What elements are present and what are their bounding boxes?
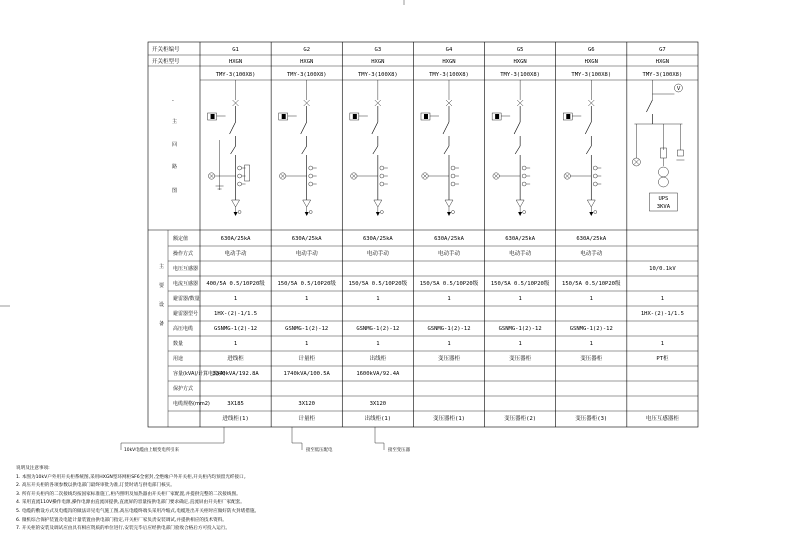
svg-text:备: 备 xyxy=(159,321,165,327)
row-label: 高压电缆 xyxy=(173,326,194,332)
current-transformer: 150/5A 0.5/10P20级 xyxy=(490,281,550,287)
feeder-schematic xyxy=(208,80,246,216)
cabinet-name: 变压器柜(2) xyxy=(504,416,537,422)
svg-text:路: 路 xyxy=(172,164,178,170)
current-transformer: 150/5A 0.5/10P20级 xyxy=(562,281,621,287)
cable-type: GSNMG-1(2)-12 xyxy=(285,326,329,332)
cabinet-type: HXGN xyxy=(228,59,243,65)
busbar-spec: TMY-3(100X8) xyxy=(429,72,469,78)
pt-ratio: 10/0.1kV xyxy=(649,266,676,272)
arrester-count: 1 xyxy=(233,296,238,302)
row-label: 电流互感器 xyxy=(173,281,199,287)
operation-mode: 电动手动 xyxy=(580,251,603,257)
footnote-transformer: 接至变压器 xyxy=(388,448,410,453)
purpose: PT柜 xyxy=(656,356,669,362)
load-current: 1600kVA/92.4A xyxy=(356,371,400,377)
purpose: 变压器柜 xyxy=(580,356,603,362)
svg-text:要: 要 xyxy=(159,283,165,289)
header-label-cabinet-no: 开关柜编号 xyxy=(152,47,180,53)
cable-type: GSNMG-1(2)-12 xyxy=(427,326,471,332)
note-line: 1. 本图为10kV户外用开关柜系统图,采用HXGN型环网柜SF6全密封,全绝缘户外开关柜,开关柜内均预留光纤接口。 xyxy=(16,474,249,480)
cable-size: 3X185 xyxy=(227,401,244,407)
busbar-spec: TMY-3(100X8) xyxy=(500,72,541,78)
quantity: 1 xyxy=(233,341,238,347)
cabinet-id: G2 xyxy=(303,47,311,53)
purpose: 进线柜 xyxy=(227,356,244,362)
operation-mode: 电动手动 xyxy=(509,251,532,257)
parameter-label xyxy=(159,263,164,327)
cabinet-name: 进线柜(1) xyxy=(222,416,249,422)
note-line: 2. 高压开关柜的各项参数以供电部门最终审批为准,订货时请与供电部门核实。 xyxy=(16,483,175,489)
purpose: 变压器柜 xyxy=(437,356,460,362)
operation-mode: 电动手动 xyxy=(437,251,460,257)
table-frame xyxy=(148,42,698,427)
cabinet-name: 变压器柜(1) xyxy=(433,416,465,422)
row-label: 操作方式 xyxy=(173,251,194,257)
table-cells xyxy=(206,47,684,422)
ups-value: 3KVA xyxy=(656,204,671,210)
cabinet-id: G6 xyxy=(587,47,595,53)
load-current: 3340kVA/192.8A xyxy=(212,371,259,377)
cabinet-type: HXGN xyxy=(442,59,456,65)
note-line: 5. 电缆的敷设方式及电缆沟的做法详见电气施工图,高压电缆终端头采用冷缩式,电缆进出开关柜时应做好防火封堵措施。 xyxy=(16,508,260,514)
cabinet-id: G5 xyxy=(516,47,524,53)
quantity: 1 xyxy=(447,341,451,347)
purpose: 计量柜 xyxy=(298,356,315,362)
purpose: 变压器柜 xyxy=(509,356,532,362)
load-current: 1740kVA/100.5A xyxy=(283,371,330,377)
quantity: 1 xyxy=(518,341,522,347)
cabinet-id: G7 xyxy=(659,47,666,53)
operation-mode: 电动手动 xyxy=(295,251,318,257)
feeder-schematic xyxy=(492,80,530,216)
svg-text:回: 回 xyxy=(172,142,178,148)
rated-value: 630A/25kA xyxy=(220,236,251,242)
row-label: 电缆规格(mm2) xyxy=(173,401,210,407)
cabinet-type: HXGN xyxy=(300,59,314,65)
rated-value: 630A/25kA xyxy=(505,236,536,242)
row-label: 电压互感器 xyxy=(173,266,199,272)
row-label: 数量 xyxy=(173,341,184,347)
svg-text:设: 设 xyxy=(159,302,165,308)
pt-model: 1HX-(2)-1/1.5 xyxy=(640,311,684,317)
current-transformer: 150/5A 0.5/10P20级 xyxy=(348,281,408,287)
cabinet-name: 电压互感器柜 xyxy=(645,416,679,422)
row-label: 容量(kVA)/计算电流(A) xyxy=(173,371,226,377)
quantity: 1 xyxy=(305,341,309,347)
busbar-spec: TMY-3(100X8) xyxy=(215,72,256,78)
arrester-count: 1 xyxy=(305,296,309,302)
busbar-spec: TMY-3(100X8) xyxy=(357,72,398,78)
svg-text:图: 图 xyxy=(172,188,178,194)
cabinet-id: G4 xyxy=(445,47,453,53)
busbar-spec: TMY-3(100X8) xyxy=(286,72,327,78)
feeder-schematic xyxy=(279,80,317,216)
feeder-schematic xyxy=(350,80,388,216)
row-label: 用途 xyxy=(173,356,184,362)
cable-type: GSNMG-1(2)-12 xyxy=(356,326,400,332)
operation-mode: 电动手动 xyxy=(224,251,247,257)
cabinet-id: G1 xyxy=(232,47,239,53)
arrester-count: 1 xyxy=(518,296,522,302)
quantity: 1 xyxy=(660,341,665,347)
cabinet-name: 出线柜(1) xyxy=(364,416,392,422)
quantity: 1 xyxy=(589,341,593,347)
ups-label: UPS xyxy=(658,196,669,202)
cable-size: 3X120 xyxy=(369,401,387,407)
arrester-count: 1 xyxy=(589,296,593,302)
row-label: 避雷器/数量 xyxy=(173,296,200,302)
current-transformer: 150/5A 0.5/10P20级 xyxy=(277,281,336,287)
note-line: 7. 开关柜的安装及调试应由具有相应资质的单位进行,安装完毕后应经供电部门验收合格后方可投入运行。 xyxy=(16,526,231,532)
arrester-count: 1 xyxy=(447,296,451,302)
row-label: 保护方式 xyxy=(173,386,194,392)
purpose: 出线柜 xyxy=(369,356,387,362)
cabinet-schematics xyxy=(208,80,685,216)
header-label-cabinet-type: 开关柜型号 xyxy=(152,59,180,65)
cable-type: GSNMG-1(2)-12 xyxy=(214,326,258,332)
svg-text:-: - xyxy=(172,98,174,104)
row-label: 额定值 xyxy=(173,236,189,242)
quantity: 1 xyxy=(376,341,380,347)
pt-cabinet-schematic xyxy=(632,80,684,211)
cabinet-id: G3 xyxy=(374,47,382,53)
current-transformer: 150/5A 0.5/10P20级 xyxy=(419,281,479,287)
notes-title: 说明及注意事项: xyxy=(16,466,50,471)
rated-value: 630A/25kA xyxy=(434,236,464,242)
operation-mode: 电动手动 xyxy=(366,251,389,257)
rated-value: 630A/25kA xyxy=(362,236,393,242)
feeder-schematic xyxy=(563,80,601,216)
cable-size: 3X120 xyxy=(298,401,315,407)
svg-text:主: 主 xyxy=(172,119,178,125)
current-transformer: 400/5A 0.5/10P20级 xyxy=(206,281,265,287)
arrester-model: 1HX-(2)-1/1.5 xyxy=(214,311,258,317)
cabinet-name: 计量柜 xyxy=(298,416,315,422)
footnote-incoming: 10kV电缆由上级变电所引来 xyxy=(124,448,180,453)
svg-text:V: V xyxy=(676,86,681,92)
cabinet-name: 变压器柜(3) xyxy=(575,416,608,422)
arrester-count: 1 xyxy=(660,296,665,302)
busbar-spec: TMY-3(100X8) xyxy=(571,72,612,78)
cable-type: GSNMG-1(2)-12 xyxy=(569,326,613,332)
cabinet-type: HXGN xyxy=(655,59,670,65)
schematic-label xyxy=(172,98,177,194)
rated-value: 630A/25kA xyxy=(576,236,607,242)
cabinet-type: HXGN xyxy=(371,59,385,65)
note-line: 6. 微机综合保护装置及电能计量装置由供电部门指定,开关柜厂家负责安装调试,并提供相应的技术资料。 xyxy=(16,517,227,523)
cabinet-type: HXGN xyxy=(513,59,527,65)
cabinet-type: HXGN xyxy=(584,59,598,65)
note-line: 3. 所有开关柜内的二次接线均按国家标准施工,柜内照明及加热器由开关柜厂家配置,并提供完整的二次接线图。 xyxy=(16,491,241,497)
note-line: 4. 采用直流110V操作电源,操作电源由直流屏提供,直流屏的容量按供电部门要求确定,直流屏由开关柜厂家配套。 xyxy=(16,500,245,506)
g1-extra-detail xyxy=(216,140,250,190)
notes-block xyxy=(16,465,576,534)
feeder-schematic xyxy=(421,80,459,216)
footnote-low-voltage: 接至低压配电 xyxy=(306,448,333,453)
cable-type: GSNMG-1(2)-12 xyxy=(498,326,542,332)
row-label: 避雷器型号 xyxy=(173,311,199,317)
svg-text:主: 主 xyxy=(159,264,165,270)
busbar-spec: TMY-3(100X8) xyxy=(642,72,683,78)
arrester-count: 1 xyxy=(376,296,380,302)
rated-value: 630A/25kA xyxy=(291,236,322,242)
